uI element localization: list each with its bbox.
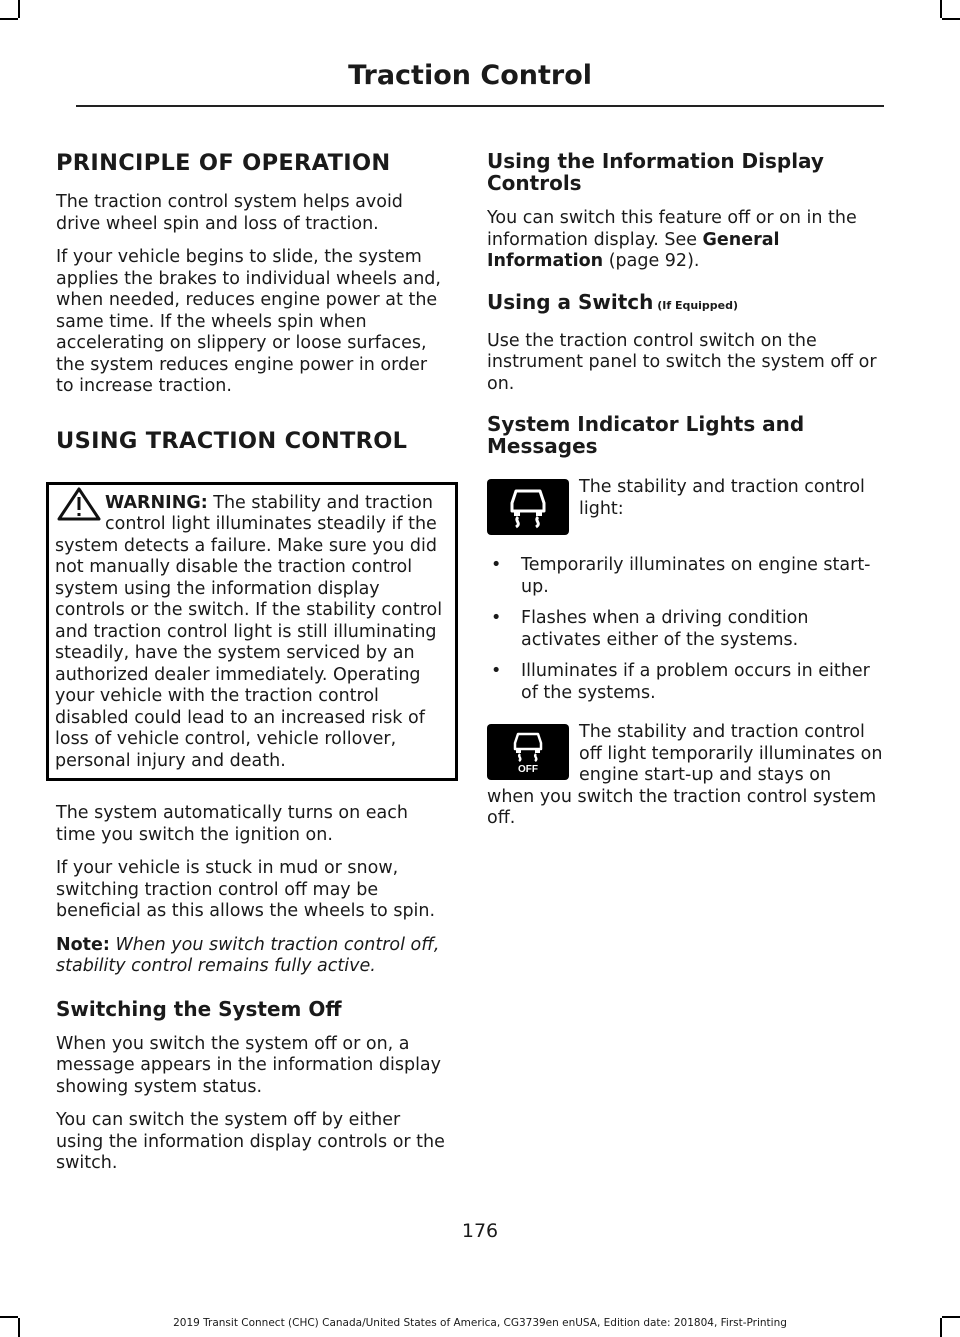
paragraph: When you switch the system off or on, a message appears in the information display showing system status. xyxy=(56,1033,442,1097)
note-label: Note: xyxy=(56,934,110,955)
off-label: OFF xyxy=(518,764,538,774)
crop-mark xyxy=(940,0,942,18)
list-item: • Illuminates if a problem occurs in either of the systems. xyxy=(487,661,883,704)
warning-label: WARNING: xyxy=(105,492,208,513)
heading-using-traction-control: USING TRACTION CONTROL xyxy=(56,427,408,454)
page-footer: 2019 Transit Connect (CHC) Canada/United States of America, CG3739en enUSA, Edition date: 201804, First-Printing xyxy=(173,1317,787,1329)
list-item: • Flashes when a driving condition activates either of the systems. xyxy=(487,608,883,651)
paragraph: If your vehicle is stuck in mud or snow, switching traction control off may be beneficial as this allows the wheels to spin. xyxy=(56,858,436,921)
if-equipped-label: (If Equipped) xyxy=(653,298,739,312)
crop-mark xyxy=(18,0,20,18)
list-item: • Temporarily illuminates on engine start-up. xyxy=(487,555,883,598)
paragraph: The traction control system helps avoid drive wheel spin and loss of traction. xyxy=(56,192,403,234)
paragraph: The system automatically turns on each time you switch the ignition on. xyxy=(56,803,408,845)
crop-mark xyxy=(942,18,960,20)
stability-control-off-icon xyxy=(487,724,569,780)
heading-using-a-switch xyxy=(487,291,883,317)
indicator-bullet-list xyxy=(487,555,883,704)
heading-principle-of-operation: PRINCIPLE OF OPERATION xyxy=(56,150,391,176)
indicator-description: The stability and traction control light: xyxy=(579,477,865,519)
warning-box xyxy=(46,482,458,782)
indicator-1 xyxy=(487,477,883,541)
text-span: You can switch this feature off or on in the information display. See xyxy=(487,208,857,250)
left-column xyxy=(56,140,448,1187)
indicator-2 xyxy=(487,722,883,830)
paragraph: Use the traction control switch on the instrument panel to switch the system off or on. xyxy=(487,330,877,394)
paragraph: If your vehicle begins to slide, the system applies the brakes to individual wheels and, when needed, reduces engine power at the same time. If the wheels spin when accelerating on slippery or loose surfaces, the system reduces engine power in order to increase traction. xyxy=(56,247,441,396)
heading-text: Using a Switch xyxy=(487,289,654,314)
heading-information-display-controls: Using the Information Display Controls xyxy=(487,149,824,195)
general-information-link[interactable]: General Information xyxy=(487,229,780,271)
skidding-car-off-icon xyxy=(508,730,548,774)
note-text: When you switch traction control off, stability control remains fully active. xyxy=(56,934,440,976)
text-span: (page 92). xyxy=(603,251,700,271)
page-header-title: Traction Control xyxy=(348,60,592,91)
paragraph xyxy=(487,208,883,273)
page-number: 176 xyxy=(461,1220,499,1242)
warning-triangle-icon xyxy=(57,487,101,521)
crop-mark xyxy=(0,18,18,20)
heading-switching-system-off: Switching the System Off xyxy=(56,996,342,1021)
heading-system-indicator-lights: System Indicator Lights and Messages xyxy=(487,412,805,458)
note xyxy=(56,935,448,978)
indicator-description: The stability and traction control off light temporarily illuminates on engine start-up and stays on when you switch the traction control system off. xyxy=(487,722,883,828)
right-column xyxy=(487,140,883,842)
header-rule xyxy=(76,105,884,107)
stability-control-icon xyxy=(487,479,569,535)
warning-text: The stability and traction control light illuminates steadily if the system detects a failure. Make sure you did not manually disable the traction control system using the information display controls or the switch. If the stability control and traction control light is still illuminating steadily, have the system serviced by an authorized dealer immediately. Operating your vehicle with the traction control disabled could lead to an increased risk of loss of vehicle control, vehicle rollover, personal injury and death. xyxy=(55,492,443,771)
skidding-car-icon xyxy=(508,485,548,529)
paragraph: You can switch the system off by either using the information display controls or the switch. xyxy=(56,1110,445,1173)
